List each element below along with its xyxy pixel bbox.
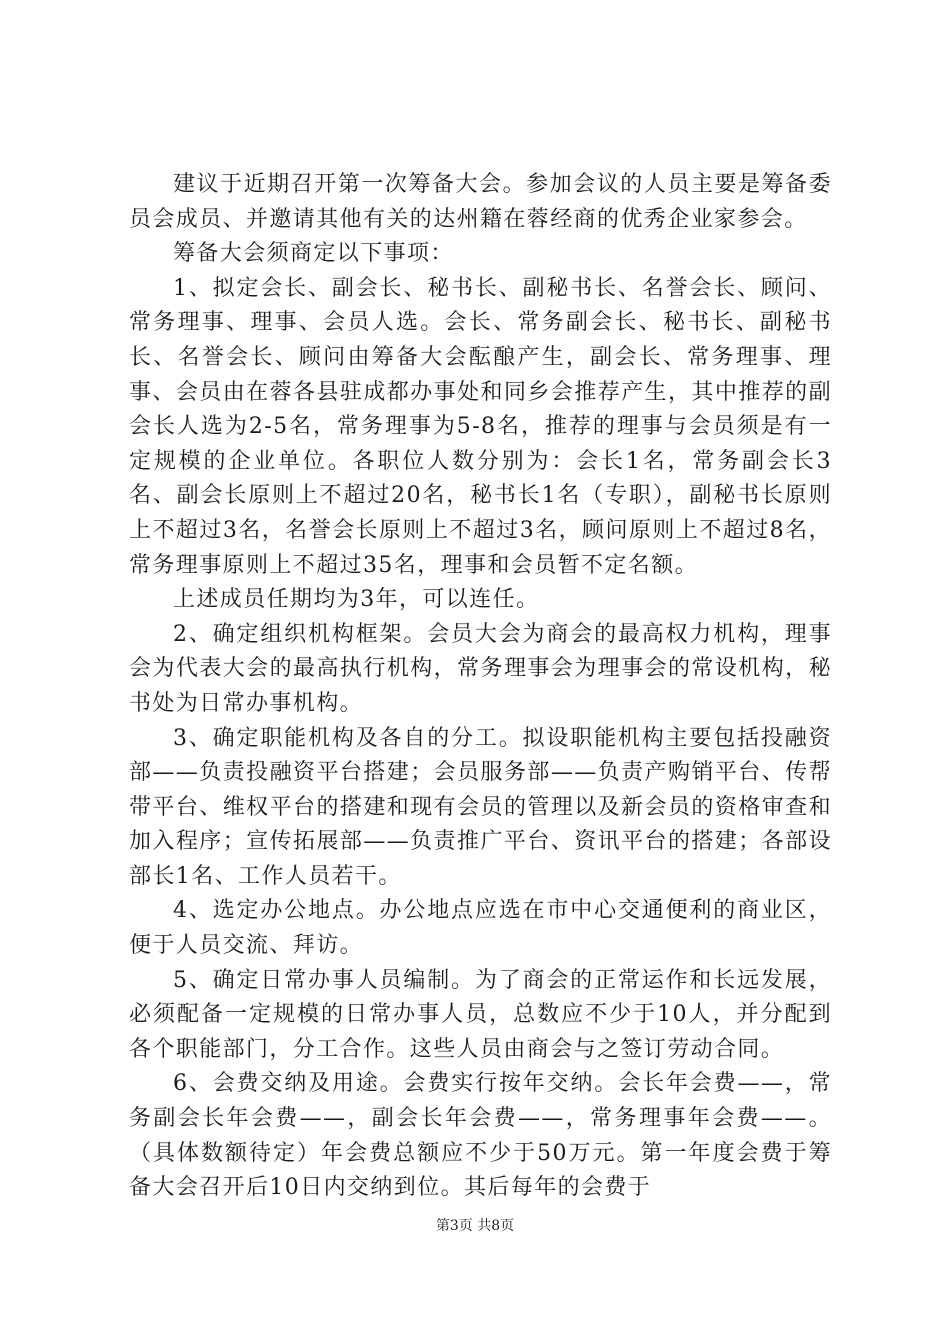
paragraph-agenda-intro: 筹备大会须商定以下事项：: [173, 241, 454, 267]
paragraph-item-1-officers: 1、拟定会长、副会长、秘书长、副秘书长、名誉会长、顾问、常务理事、理事、会员人选。会长、常务副会长、秘书长、副秘书长、名誉会长、顾问由筹备大会酝酿产生，副会长、常务理事、理事、会员由在蓉各县驻成都办事处和同乡会推荐产生，其中推荐的副会长人选为2-5名，常务理事为5-8名，推荐的理事与会员须是有一定规模的企业单位。各职位人数分别为：会长1名，常务副会长3名、副会长原则上不超过20名，秘书长1名（专职），副秘书长原则上不超过3名，名誉会长原则上不超过3名，顾问原则上不超过8名，常务理事原则上不超过35名，理事和会员暂不定名额。: [129, 275, 832, 578]
paragraph-item-3-departments: 3、确定职能机构及各自的分工。拟设职能机构主要包括投融资部——负责投融资平台搭建；会员服务部——负责产购销平台、传帮带平台、维权平台的搭建和现有会员的管理以及新会员的资格审查和加入程序；宣传拓展部——负责推广平台、资讯平台的搭建；各部设部长1名、工作人员若干。: [129, 725, 832, 889]
document-body: [129, 168, 832, 1206]
paragraph-item-4-office-location: 4、选定办公地点。办公地点应选在市中心交通便利的商业区，便于人员交流、拜访。: [129, 898, 832, 959]
page-number-footer: 第3页 共8页: [435, 1218, 515, 1234]
paragraph-item-6-membership-fees: 6、会费交纳及用途。会费实行按年交纳。会长年会费——，常务副会长年会费——，副会长年会费——，常务理事年会费——。（具体数额待定）年会费总额应不少于50万元。第一年度会费于筹备大会召开后10日内交纳到位。其后每年的会费于: [129, 1071, 832, 1201]
paragraph-meeting-proposal: 建议于近期召开第一次筹备大会。参加会议的人员主要是筹备委员会成员、并邀请其他有关的达州籍在蓉经商的优秀企业家参会。: [129, 172, 832, 232]
paragraph-term-of-office: 上述成员任期均为3年，可以连任。: [173, 587, 540, 613]
paragraph-item-2-framework: 2、确定组织机构框架。会员大会为商会的最高权力机构，理事会为代表大会的最高执行机构，常务理事会为理事会的常设机构，秘书处为日常办事机构。: [129, 621, 832, 716]
paragraph-item-5-staffing: 5、确定日常办事人员编制。为了商会的正常运作和长远发展，必须配备一定规模的日常办事人员，总数应不少于10人，并分配到各个职能部门，分工合作。这些人员由商会与之签订劳动合同。: [129, 967, 832, 1062]
